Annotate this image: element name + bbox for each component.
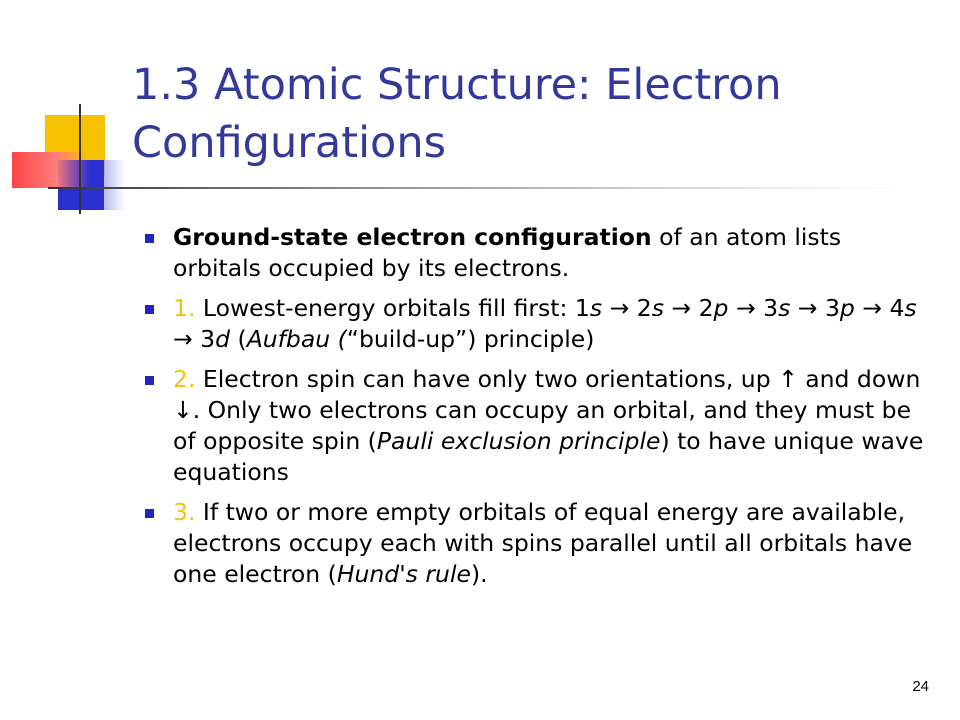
bullet-number: 2. (173, 365, 196, 393)
bullet-item-pauli (145, 364, 925, 488)
bullet-marker (145, 234, 154, 243)
orbital-letter: p (713, 294, 729, 322)
orbital-letter: s (651, 294, 664, 322)
term-ground-state: Ground-state electron configuration (173, 223, 652, 251)
term-hund: Hund's rule (336, 560, 471, 588)
orbital-letter: s (904, 294, 917, 322)
bullet-text: Electron spin can have only two orientations, up ↑ and down ↓. Only two electrons can occupy an orbital, and they must be of opposite spin ( (173, 365, 921, 455)
bullet-text: Lowest-energy orbitals fill first: 1 (195, 294, 590, 322)
slide-title-line2: Configurations (132, 118, 447, 168)
bullet-text: ( (230, 325, 247, 353)
bullet-marker (145, 305, 154, 314)
slide-title-line1: 1.3 Atomic Structure: Electron (132, 60, 782, 110)
bullet-text: → 3 (173, 325, 216, 353)
bullet-marker (145, 509, 154, 518)
bullet-item-hund (145, 497, 925, 590)
bullet-number: 3. (173, 498, 196, 526)
orbital-letter: d (215, 325, 231, 353)
title-underline (48, 187, 913, 189)
bullet-text: “build-up”) principle) (346, 325, 595, 353)
bullet-list (145, 222, 925, 599)
bullet-text: → 4 (854, 294, 905, 322)
bullet-text: → 2 (602, 294, 652, 322)
bullet-text: → 3 (728, 294, 779, 322)
bullet-number: 1. (173, 294, 196, 322)
page-number: 24 (912, 678, 929, 695)
decor-vertical-line (79, 104, 81, 214)
bullet-text: ) to have unique wave equations (173, 427, 924, 486)
bullet-item-ground-state (145, 222, 925, 284)
term-pauli: Pauli exclusion principle (376, 427, 661, 455)
bullet-text: → 2 (663, 294, 714, 322)
bullet-text: If two or more empty orbitals of equal energy are available, electrons occupy each with spins parallel until all orbitals have one electron ( (173, 498, 913, 588)
bullet-text: → 3 (790, 294, 840, 322)
orbital-letter: p (839, 294, 855, 322)
bullet-text: ). (470, 560, 488, 588)
bullet-marker (145, 376, 154, 385)
orbital-letter: s (589, 294, 603, 322)
orbital-letter: s (778, 294, 791, 322)
bullet-item-aufbau (145, 293, 925, 355)
term-aufbau: Aufbau ( (246, 325, 347, 353)
slide-title (132, 56, 932, 172)
bullet-text: of an atom lists orbitals occupied by its electrons. (173, 223, 842, 282)
